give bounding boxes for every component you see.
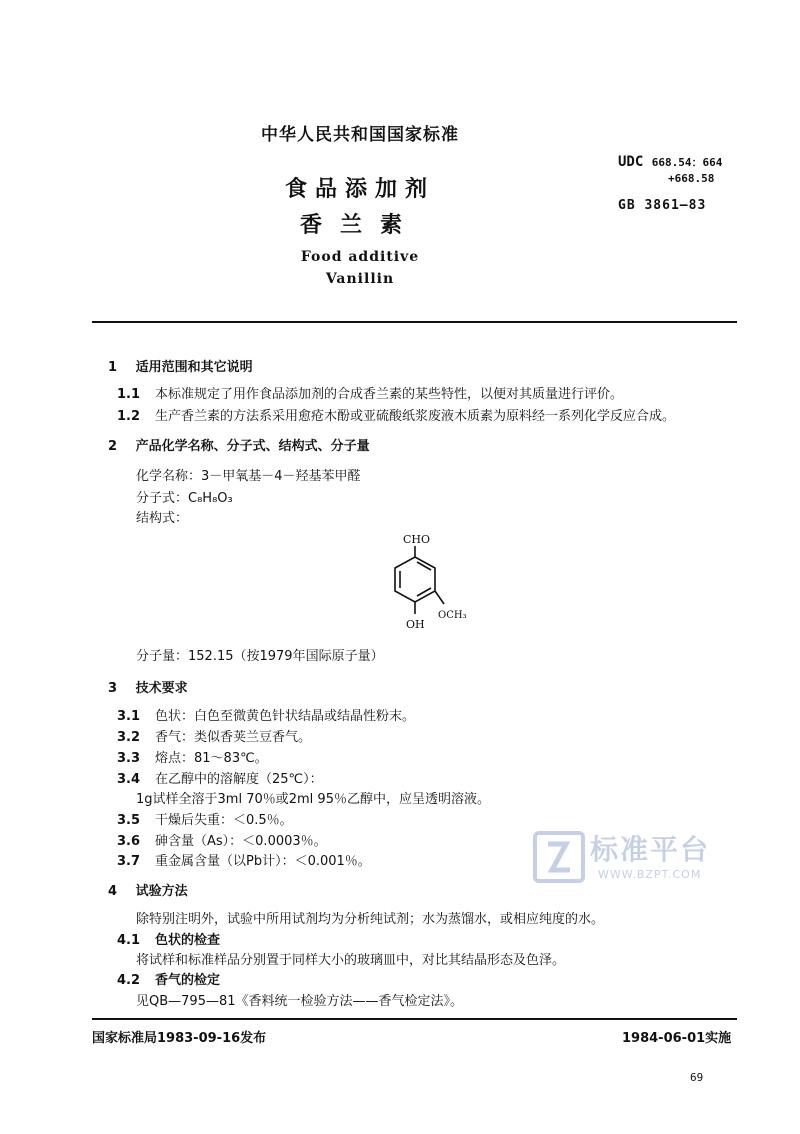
clause-text: 色状：白色至微黄色针状结晶或结晶性粉末。 — [155, 709, 416, 724]
clause-text: 生产香兰素的方法系采用愈疮木酚或亚硫酸纸浆废液木质素为原料经一系列化学反应合成。 — [155, 409, 676, 424]
formula-value: C₈H₈O₃ — [188, 491, 233, 506]
section-3-heading — [108, 677, 188, 696]
section-1-heading — [108, 356, 253, 375]
clause-number: 1.1 — [117, 387, 141, 402]
clause-number: 3.4 — [117, 772, 141, 787]
clause-3-1 — [117, 705, 415, 724]
clause-4-1-heading — [117, 929, 220, 948]
section-1-number: 1 — [108, 360, 118, 375]
udc-code-secondary: +668.58 — [668, 172, 715, 185]
clause-text: 干燥后失重：＜0.5％。 — [155, 813, 293, 828]
effective-date: 1984-06-01实施 — [622, 1031, 732, 1046]
benzene-ring — [395, 557, 435, 602]
clause-number: 3.5 — [117, 813, 141, 828]
udc-prefix: UDC — [618, 154, 644, 170]
document-subtitle-en: Vanillin — [325, 271, 395, 287]
formula-label: 分子式： — [136, 491, 189, 506]
section-3-number: 3 — [108, 681, 118, 696]
clause-3-5 — [117, 809, 293, 828]
bond-och3 — [435, 591, 444, 604]
clause-number: 4.2 — [117, 973, 141, 988]
clause-4-1-text: 将试样和标准样品分别置于同样大小的玻璃皿中，对比其结晶形态及色泽。 — [136, 953, 566, 968]
clause-title: 色状的检查 — [155, 933, 221, 948]
watermark-logo-icon — [532, 830, 586, 884]
gb-standard-code: GB 3861—83 — [618, 198, 707, 213]
clause-text: 砷含量（As）：＜0.0003％。 — [155, 834, 327, 849]
clause-3-4 — [117, 768, 323, 787]
clause-number: 3.1 — [117, 709, 141, 724]
watermark-url: WWW.BZPT.COM — [598, 868, 702, 881]
country-standard-heading: 中华人民共和国国家标准 — [261, 125, 459, 145]
cho-group-label: CHO — [403, 533, 431, 546]
clause-text: 在乙醇中的溶解度（25℃）： — [155, 772, 323, 787]
clause-text: 熔点：81～83℃。 — [155, 751, 268, 766]
clause-4-2-heading — [117, 969, 220, 988]
section-2-heading — [108, 435, 370, 454]
udc-code — [618, 154, 722, 170]
molecular-formula — [136, 487, 233, 506]
clause-1-1 — [117, 383, 623, 402]
section-4-title: 试验方法 — [135, 884, 188, 899]
section-4-number: 4 — [108, 884, 118, 899]
och3-group-label: OCH₃ — [438, 610, 467, 621]
watermark-text: 标准平台 — [590, 833, 711, 866]
chemical-name: 化学名称：3－甲氧基－4－羟基苯甲醛 — [136, 469, 361, 484]
clause-3-7 — [117, 850, 371, 869]
molecular-weight: 分子量：152.15（按1979年国际原子量） — [136, 649, 384, 664]
vanillin-structure-diagram — [360, 528, 470, 646]
udc-code-primary: 668.54：664 — [651, 156, 723, 169]
section-4-heading — [108, 880, 188, 899]
header-divider — [92, 321, 737, 323]
clause-3-2 — [117, 726, 311, 745]
page-number: 69 — [690, 1071, 704, 1084]
clause-text: 本标准规定了用作食品添加剂的合成香兰素的某些特性，以便对其质量进行评价。 — [155, 387, 624, 402]
clause-number: 3.7 — [117, 854, 141, 869]
clause-number: 3.2 — [117, 730, 141, 745]
clause-number: 3.3 — [117, 751, 141, 766]
ring-double-bond — [417, 562, 431, 570]
clause-3-4-detail: 1g试样全溶于3ml 70％或2ml 95％乙醇中，应呈透明溶液。 — [136, 792, 490, 807]
document-title-en: Food additive — [300, 249, 420, 265]
document-title-cn: 食品添加剂 — [284, 177, 435, 202]
document-subtitle-cn: 香兰素 — [299, 213, 420, 238]
clause-1-2 — [117, 405, 675, 424]
clause-number: 1.2 — [117, 409, 141, 424]
oh-group-label: OH — [406, 618, 425, 631]
section-2-title: 产品化学名称、分子式、结构式、分子量 — [135, 439, 370, 454]
section-1-title: 适用范围和其它说明 — [135, 360, 253, 375]
clause-3-6 — [117, 830, 327, 849]
clause-number: 4.1 — [117, 933, 141, 948]
footer-divider — [92, 1018, 737, 1020]
clause-3-3 — [117, 747, 268, 766]
section-4-intro: 除特别注明外，试验中所用试剂均为分析纯试剂；水为蒸馏水，或相应纯度的水。 — [136, 912, 605, 927]
clause-text: 香气：类似香荚兰豆香气。 — [155, 730, 312, 745]
clause-text: 重金属含量（以Pb计）：＜0.001％。 — [155, 854, 371, 869]
clause-4-2-text: 见QB—795—81《香料统一检验方法——香气检定法》。 — [136, 994, 464, 1009]
section-3-title: 技术要求 — [135, 681, 188, 696]
issue-date: 国家标准局1983-09-16发布 — [92, 1031, 267, 1046]
section-2-number: 2 — [108, 439, 118, 454]
structure-label: 结构式： — [136, 511, 189, 526]
clause-number: 3.6 — [117, 834, 141, 849]
clause-title: 香气的检定 — [155, 973, 221, 988]
